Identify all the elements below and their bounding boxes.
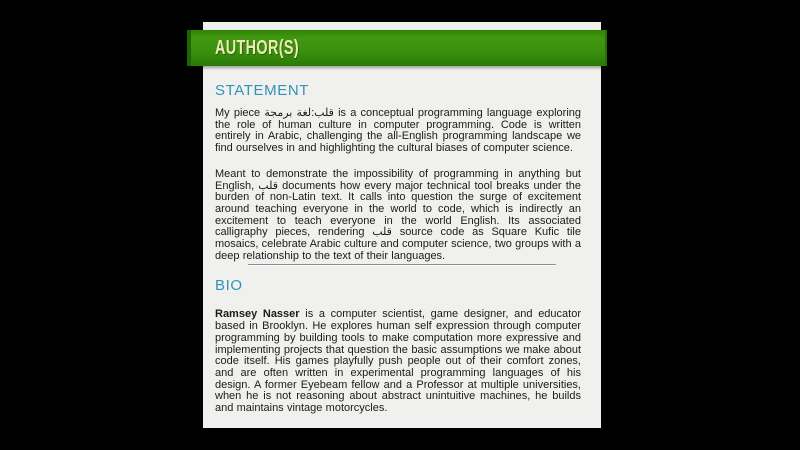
statement-paragraph-1: My piece قلب:لغة برمجة is a conceptual programming language exploring the role of human culture in computer programming. Code is written entirely in Arabic, challenging the all-English programming landscape we find ourselves in and highlighting the cultural biases of computer science. — [215, 107, 581, 155]
bio-heading: BIO — [215, 277, 243, 295]
section-divider — [248, 264, 556, 266]
statement-heading: STATEMENT — [215, 82, 310, 99]
author-name: Ramsey Nasser — [215, 308, 300, 321]
statement-paragraph-2: Meant to demonstrate the impossibility of programming in anything but English, قلب documents how every major technical tool breaks under the burden of non-Latin text. It calls into question the surge of excitement around teaching everyone in the world to code, which is indirectly an excitement to teach everyone in the world English. Its associated calligraphy pieces, rendering قلب source code as Square Kufic tile mosaics, celebrate Arabic culture and computer science, two groups with a deep relationship to the text of their languages. — [215, 167, 582, 262]
page-content — [215, 22, 581, 415]
bio-paragraph — [215, 309, 581, 414]
bio-text: is a computer scientist, game designer, and educator based in Brooklyn. He explores human self expression through computer programming by building tools to make computation more expressive and implementing projects that question the basic assumptions we make about code itself. His games playfully push people out of their comfort zones, and are often written in experimental programming languages of his design. A former Eyebeam fellow and a Professor at multiple universities, when he is not reasoning about abstract unintuitive machines, he builds and maintains vintage motorcycles. — [215, 308, 582, 415]
banner-title: AUTHOR(S) — [215, 36, 300, 59]
document-page — [203, 22, 601, 428]
